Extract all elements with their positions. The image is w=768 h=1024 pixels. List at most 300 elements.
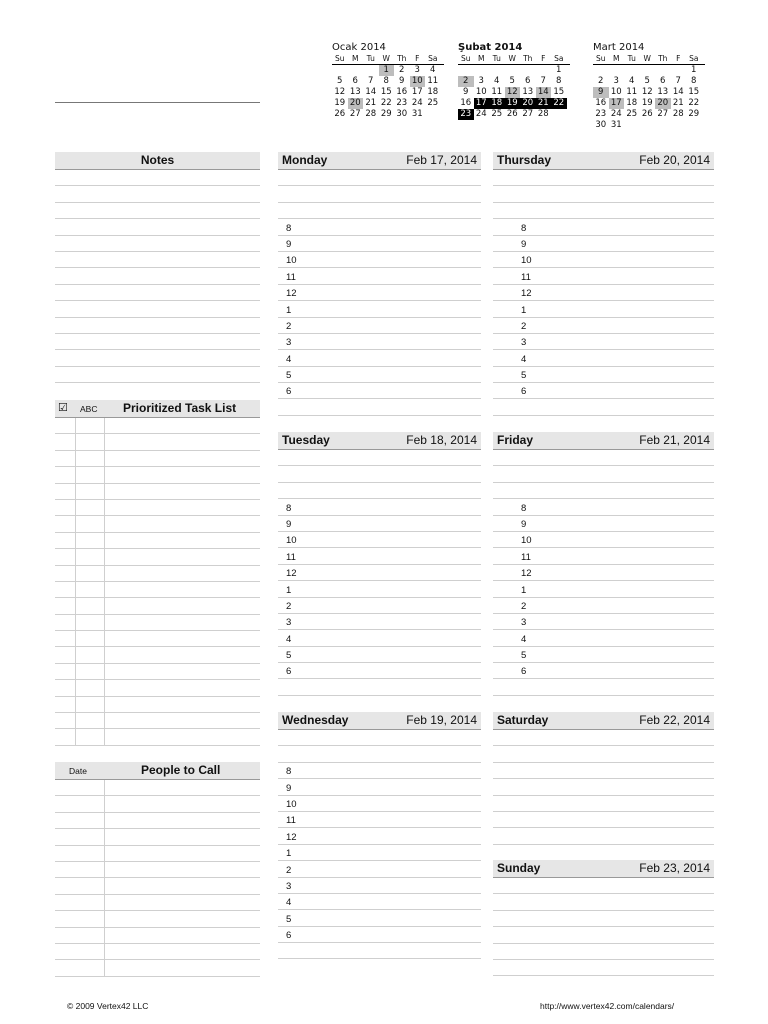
calendar-day: 21 [672,98,684,108]
thursday-header [493,152,714,170]
hour-label: 1 [286,304,292,316]
ruled-line[interactable] [55,203,260,219]
day-date: Feb 21, 2014 [639,433,710,447]
hour-slot[interactable]: 2 [493,318,714,334]
hour-slot[interactable]: 6 [493,663,714,679]
ruled-line[interactable] [278,450,481,466]
mini-calendar-title: Ocak 2014 [332,42,386,53]
calendar-day [551,109,567,120]
hour-label: 5 [286,370,292,382]
ruled-line[interactable] [55,829,260,845]
calendar-day: 15 [380,87,392,97]
day-name: Thursday [497,153,552,167]
ruled-line[interactable] [493,845,714,861]
calendar-day [489,65,505,76]
day-name: Monday [282,153,328,167]
hour-label: 3 [286,880,292,892]
hour-slot[interactable]: 4 [493,350,714,366]
calendar-day: 19 [505,98,521,109]
calendar-day: 10 [610,87,622,97]
day-date: Feb 17, 2014 [406,153,477,167]
calendar-day: 30 [396,109,408,119]
ruled-line[interactable] [55,367,260,383]
calendar-day: 29 [380,109,392,119]
hour-slot[interactable]: 4 [493,630,714,646]
hour-label: 3 [286,617,292,629]
hour-label: 2 [286,320,292,332]
calendar-day [655,65,671,76]
hour-label: 4 [286,897,292,909]
hour-slot[interactable] [278,301,481,317]
weekday-label: M [613,54,620,63]
task-priority-column-divider [104,418,105,746]
ruled-line[interactable] [278,746,481,762]
ruled-line[interactable] [493,812,714,828]
hour-label: 9 [286,238,292,250]
hour-slot[interactable] [278,630,481,646]
calendar-day: 25 [626,109,638,119]
calendar-day: 27 [349,109,361,119]
ruled-line[interactable] [493,960,714,976]
ruled-line[interactable] [493,466,714,482]
hour-label: 10 [286,798,297,810]
calendar-day: 23 [595,109,607,119]
ruled-line[interactable] [55,334,260,350]
ruled-line[interactable] [55,878,260,894]
ruled-line[interactable] [493,763,714,779]
calendar-day: 12 [505,87,521,98]
hour-slot[interactable] [278,548,481,564]
calendar-day: 25 [427,98,439,108]
calendar-day: 12 [334,87,346,97]
hour-slot[interactable] [278,285,481,301]
hour-slot[interactable]: 5 [493,647,714,663]
hour-slot[interactable]: 1 [493,301,714,317]
hour-slot[interactable] [278,598,481,614]
calendar-day: 7 [368,76,374,86]
ruled-line[interactable] [493,796,714,812]
weekday-label: W [382,54,390,63]
calendar-day: 11 [427,76,439,86]
ruled-line[interactable] [55,680,260,696]
ruled-line[interactable] [493,399,714,415]
thursday-schedule[interactable] [493,170,714,416]
ruled-line[interactable] [278,203,481,219]
ruled-line[interactable] [55,500,260,516]
calendar-day: 2 [458,76,474,87]
hour-label: 11 [286,551,296,563]
calendar-day: 2 [598,76,604,86]
hour-slot[interactable]: 1 [493,581,714,597]
hour-label: 4 [286,633,292,645]
vertex42-url-link[interactable]: http://www.vertex42.com/calendars/ [540,1001,675,1011]
ruled-line[interactable] [55,350,260,366]
hour-label: 8 [286,222,292,234]
hour-slot[interactable] [278,334,481,350]
day-date: Feb 20, 2014 [639,153,710,167]
saturday-lines[interactable] [493,730,714,861]
ruled-line[interactable] [55,566,260,582]
people-date-column-divider [104,780,105,977]
calendar-day: 17 [609,98,625,109]
ruled-line[interactable] [55,846,260,862]
mini-calendar-days [458,65,570,120]
ruled-line[interactable] [55,631,260,647]
ruled-line[interactable] [493,779,714,795]
ruled-line[interactable] [55,729,260,745]
calendar-day: 4 [430,65,436,75]
hour-slot[interactable]: 12 [493,285,714,301]
ruled-line[interactable] [278,399,481,415]
calendar-day: 3 [414,65,420,75]
sunday-lines[interactable] [493,878,714,976]
hour-label: 2 [286,600,292,612]
ruled-line[interactable] [55,451,260,467]
calendar-day: 19 [641,98,653,108]
weekday-label: Su [334,54,345,63]
calendar-day [474,65,490,76]
ruled-line[interactable] [55,582,260,598]
ruled-line[interactable] [55,862,260,878]
ruled-line[interactable] [55,516,260,532]
ruled-line[interactable] [493,878,714,894]
calendar-day: 17 [474,98,490,109]
calendar-day: 10 [410,76,426,87]
ruled-line[interactable] [55,928,260,944]
hour-label: 9 [286,782,292,794]
hour-slot[interactable]: 9 [493,516,714,532]
ruled-line[interactable] [55,252,260,268]
weekday-label: Tu [366,54,375,63]
hour-slot[interactable]: 11 [493,268,714,284]
hour-slot[interactable]: 3 [493,334,714,350]
ruled-line[interactable] [55,911,260,927]
weekday-label: Sa [554,54,564,63]
ruled-line[interactable] [55,713,260,729]
calendar-day: 23 [458,109,474,120]
ruled-line[interactable] [278,483,481,499]
hour-slot[interactable]: 8 [493,499,714,515]
mini-calendar-february [458,41,570,120]
ruled-line[interactable] [493,911,714,927]
hour-label: 5 [286,650,292,662]
day-name: Saturday [497,713,549,727]
day-date: Feb 23, 2014 [639,861,710,875]
ruled-line[interactable] [55,697,260,713]
hour-slot[interactable] [278,318,481,334]
hour-label: 3 [286,337,292,349]
ruled-line[interactable] [55,664,260,680]
hour-slot[interactable]: 8 [493,219,714,235]
hour-label: 12 [286,831,297,843]
ruled-line[interactable] [55,533,260,549]
hour-slot[interactable]: 5 [493,367,714,383]
calendar-day: 21 [365,98,377,108]
calendar-day: 28 [672,109,684,119]
ruled-line[interactable] [55,615,260,631]
ruled-line[interactable] [278,679,481,695]
monday-schedule[interactable] [278,170,481,416]
hour-label: 11 [286,271,296,283]
notes-lines[interactable] [55,170,260,383]
calendar-day [593,65,609,76]
calendar-day: 27 [522,109,534,119]
calendar-day [624,65,640,76]
ruled-line[interactable] [493,828,714,844]
calendar-day: 14 [365,87,377,97]
ruled-line[interactable] [55,467,260,483]
calendar-day: 27 [657,109,669,119]
day-name: Tuesday [282,433,330,447]
weekday-label: F [415,54,420,63]
name-line [55,102,260,103]
hour-slot[interactable]: 11 [493,548,714,564]
ruled-line[interactable] [55,170,260,186]
day-name: Friday [497,433,534,447]
day-date: Feb 18, 2014 [406,433,477,447]
ruled-line[interactable] [278,943,481,959]
friday-schedule[interactable] [493,450,714,696]
weekday-label: Th [397,54,407,63]
ruled-line[interactable] [55,268,260,284]
ruled-line[interactable] [278,466,481,482]
weekday-label: W [508,54,516,63]
hour-slot[interactable] [278,516,481,532]
abc-priority-label: ABC [80,404,98,414]
calendar-day: 28 [365,109,377,119]
ruled-line[interactable] [493,450,714,466]
ruled-line[interactable] [55,236,260,252]
weekday-label: Su [460,54,471,63]
hour-label: 8 [286,502,292,514]
hour-label: 11 [286,815,296,827]
ruled-line[interactable] [493,170,714,186]
calendar-day [520,65,536,76]
weekday-label: F [541,54,546,63]
date-column-label: Date [69,766,87,776]
tuesday-header [278,432,481,450]
calendar-day: 8 [556,76,562,86]
calendar-day [332,65,348,76]
hour-slot[interactable] [278,647,481,663]
calendar-day: 31 [411,109,423,119]
hour-slot[interactable] [278,565,481,581]
calendar-day: 9 [593,87,609,98]
calendar-day: 8 [691,76,697,86]
hour-slot[interactable] [278,878,481,894]
calendar-day: 14 [672,87,684,97]
calendar-day: 6 [352,76,358,86]
hour-label: 5 [286,913,292,925]
hour-slot[interactable] [278,845,481,861]
calendar-day: 21 [536,98,552,109]
calendar-day: 24 [610,109,622,119]
weekday-label: Th [523,54,533,63]
weekday-label: Tu [492,54,501,63]
calendar-day: 2 [399,65,405,75]
hour-slot[interactable] [278,927,481,943]
hour-slot[interactable] [278,861,481,877]
calendar-day: 25 [491,109,503,119]
ruled-line[interactable] [55,186,260,202]
calendar-day: 22 [551,98,567,109]
tuesday-schedule[interactable] [278,450,481,696]
calendar-day: 3 [613,76,619,86]
hour-slot[interactable] [278,796,481,812]
calendar-day [686,120,702,131]
calendar-day [458,65,474,76]
ruled-line[interactable] [493,186,714,202]
calendar-day: 1 [379,65,395,76]
hour-slot[interactable]: 9 [493,236,714,252]
calendar-day: 18 [489,98,505,109]
calendar-day: 9 [399,76,405,86]
task-list-header [55,400,260,418]
hour-label: 10 [286,255,297,267]
calendar-day: 6 [525,76,531,86]
calendar-day: 10 [475,87,487,97]
weekday-label: Th [658,54,668,63]
mini-calendar-weekdays [458,54,570,65]
hour-slot[interactable] [278,763,481,779]
people-to-call-lines[interactable] [55,780,260,977]
hour-slot[interactable] [278,268,481,284]
hour-label: 12 [286,568,297,580]
hour-slot[interactable]: 10 [493,252,714,268]
ruled-line[interactable] [493,730,714,746]
ruled-line[interactable] [493,746,714,762]
hour-slot[interactable] [278,812,481,828]
ruled-line[interactable] [493,483,714,499]
ruled-line[interactable] [493,679,714,695]
hour-slot[interactable]: 3 [493,614,714,630]
calendar-day: 4 [629,76,635,86]
calendar-day: 16 [595,98,607,108]
day-date: Feb 19, 2014 [406,713,477,727]
hour-slot[interactable] [278,910,481,926]
hour-label: 1 [286,584,292,596]
calendar-day: 12 [641,87,653,97]
calendar-day: 5 [337,76,343,86]
hour-slot[interactable] [278,367,481,383]
calendar-day [655,120,671,131]
ruled-line[interactable] [55,434,260,450]
calendar-day: 18 [626,98,638,108]
ruled-line[interactable] [55,301,260,317]
hour-slot[interactable] [278,828,481,844]
ruled-line[interactable] [55,647,260,663]
hour-slot[interactable] [278,236,481,252]
hour-slot[interactable]: 12 [493,565,714,581]
hour-slot[interactable] [278,532,481,548]
task-check-column-divider [75,418,76,746]
ruled-line[interactable] [55,549,260,565]
ruled-line[interactable] [493,927,714,943]
hour-label: 8 [286,766,292,778]
ruled-line[interactable] [493,894,714,910]
ruled-line[interactable] [278,186,481,202]
ruled-line[interactable] [278,730,481,746]
copyright-text: © 2009 Vertex42 LLC [67,1001,149,1011]
ruled-line[interactable] [55,285,260,301]
ruled-line[interactable] [55,418,260,434]
calendar-day: 23 [396,98,408,108]
hour-label: 6 [286,386,292,398]
hour-slot[interactable] [278,252,481,268]
ruled-line[interactable] [55,796,260,812]
hour-slot[interactable] [278,499,481,515]
ruled-line[interactable] [55,318,260,334]
ruled-line[interactable] [493,944,714,960]
hour-label: 6 [286,666,292,678]
calendar-day: 7 [675,76,681,86]
hour-slot[interactable] [278,219,481,235]
saturday-header [493,712,714,730]
task-list-lines[interactable] [55,418,260,746]
calendar-day [671,120,687,131]
calendar-day: 5 [644,76,650,86]
wednesday-schedule[interactable] [278,730,481,959]
hour-slot[interactable] [278,663,481,679]
ruled-line[interactable] [278,170,481,186]
ruled-line[interactable] [55,895,260,911]
calendar-day [363,65,379,76]
weekday-label: Su [595,54,606,63]
hour-slot[interactable] [278,350,481,366]
calendar-day: 22 [380,98,392,108]
hour-slot[interactable] [278,581,481,597]
ruled-line[interactable] [493,203,714,219]
hour-slot[interactable]: 2 [493,598,714,614]
calendar-day [624,120,640,131]
ruled-line[interactable] [55,780,260,796]
calendar-day [425,109,441,120]
hour-slot[interactable] [278,383,481,399]
hour-label: 10 [286,535,297,547]
sunday-header [493,860,714,878]
task-list-title: Prioritized Task List [123,401,237,415]
calendar-day [505,65,521,76]
ruled-line[interactable] [55,813,260,829]
hour-slot[interactable] [278,894,481,910]
calendar-day: 20 [520,98,536,109]
notes-header [55,152,260,170]
ruled-line[interactable] [55,960,260,976]
mini-calendar-days [332,65,444,120]
calendar-day: 18 [427,87,439,97]
weekday-label: Sa [428,54,438,63]
calendar-day: 3 [478,76,484,86]
ruled-line[interactable] [55,484,260,500]
calendar-day: 8 [383,76,389,86]
calendar-day [640,65,656,76]
calendar-day: 19 [334,98,346,108]
calendar-day: 15 [553,87,565,97]
hour-slot[interactable]: 6 [493,383,714,399]
ruled-line[interactable] [55,219,260,235]
ruled-line[interactable] [55,944,260,960]
calendar-day: 17 [411,87,423,97]
calendar-day: 14 [536,87,552,98]
hour-slot[interactable]: 10 [493,532,714,548]
hour-slot[interactable] [278,614,481,630]
calendar-day: 24 [475,109,487,119]
calendar-day: 29 [688,109,700,119]
calendar-day: 13 [522,87,534,97]
ruled-line[interactable] [55,598,260,614]
calendar-day: 30 [595,120,607,130]
hour-slot[interactable] [278,779,481,795]
